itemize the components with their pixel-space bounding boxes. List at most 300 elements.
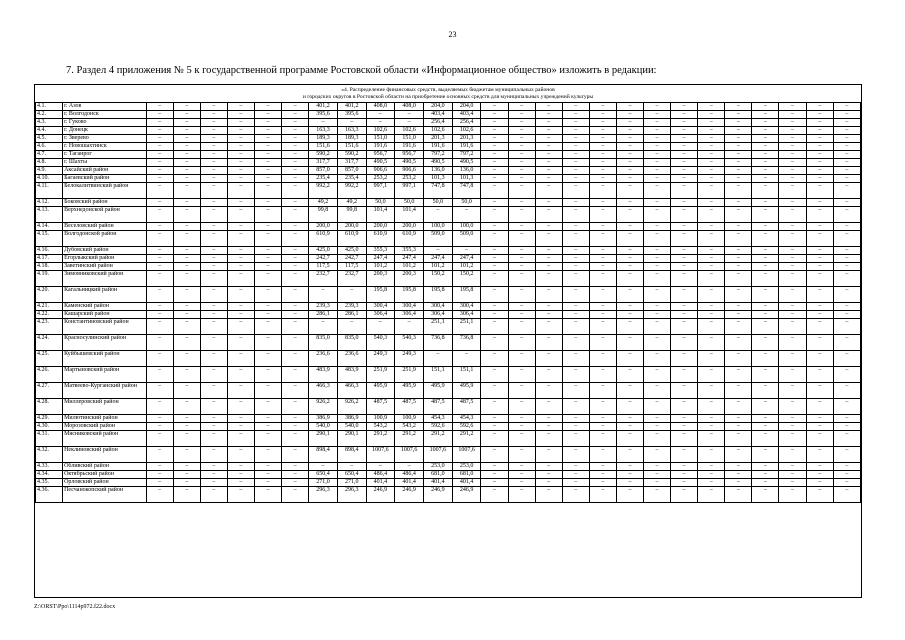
value-cell: – <box>146 135 173 143</box>
value-cell: – <box>282 263 309 271</box>
value-cell: – <box>424 351 453 367</box>
value-cell: – <box>200 351 227 367</box>
value-cell: – <box>752 175 779 183</box>
value-cell: – <box>254 183 281 199</box>
value-cell: – <box>644 167 671 175</box>
value-cell: – <box>254 223 281 231</box>
row-number: 4.33. <box>36 463 63 471</box>
value-cell: 100,0 <box>452 223 481 231</box>
value-cell: – <box>644 263 671 271</box>
value-cell: – <box>725 135 752 143</box>
value-cell: – <box>146 447 173 463</box>
value-cell: 926,2 <box>309 399 338 415</box>
value-cell: – <box>725 287 752 303</box>
value-cell: – <box>589 399 616 415</box>
value-cell: – <box>562 143 589 151</box>
municipality-name: Верхнедонской район <box>63 207 146 223</box>
value-cell: – <box>200 231 227 247</box>
value-cell: – <box>616 319 643 335</box>
value-cell: – <box>644 127 671 135</box>
value-cell: – <box>779 383 806 399</box>
value-cell: 151,0 <box>395 135 424 143</box>
value-cell: – <box>833 199 860 207</box>
value-cell: – <box>227 159 254 167</box>
value-cell: – <box>200 303 227 311</box>
value-cell: – <box>282 183 309 199</box>
row-number: 4.26. <box>36 367 63 383</box>
value-cell: – <box>173 447 200 463</box>
value-cell: – <box>752 311 779 319</box>
value-cell: – <box>562 127 589 135</box>
value-cell: – <box>806 175 833 183</box>
value-cell: – <box>698 479 725 487</box>
value-cell: 286,1 <box>309 311 338 319</box>
value-cell: – <box>200 399 227 415</box>
value-cell: – <box>173 303 200 311</box>
value-cell: 101,2 <box>395 263 424 271</box>
value-cell: – <box>562 247 589 255</box>
value-cell: – <box>589 151 616 159</box>
value-cell: 200,3 <box>366 271 395 287</box>
value-cell: – <box>146 151 173 159</box>
value-cell: – <box>752 399 779 415</box>
value-cell: – <box>481 231 508 247</box>
value-cell: – <box>200 143 227 151</box>
value-cell: – <box>200 103 227 111</box>
value-cell: – <box>254 207 281 223</box>
municipality-name: г. Гуково <box>63 119 146 127</box>
value-cell: – <box>752 271 779 287</box>
value-cell: – <box>698 471 725 479</box>
value-cell: 232,7 <box>309 271 338 287</box>
value-cell: – <box>146 479 173 487</box>
table-row <box>36 487 861 503</box>
value-cell: – <box>616 335 643 351</box>
value-cell: – <box>282 247 309 255</box>
value-cell: – <box>481 463 508 471</box>
value-cell: – <box>200 471 227 479</box>
value-cell: – <box>806 287 833 303</box>
value-cell: – <box>395 463 424 471</box>
value-cell: – <box>833 447 860 463</box>
value-cell: 997,1 <box>395 183 424 199</box>
value-cell: – <box>698 287 725 303</box>
value-cell: – <box>282 127 309 135</box>
value-cell: – <box>589 351 616 367</box>
value-cell: 49,2 <box>337 199 366 207</box>
value-cell: – <box>806 463 833 471</box>
value-cell: – <box>562 399 589 415</box>
municipality-name: Октябрьский район <box>63 471 146 479</box>
value-cell: – <box>752 367 779 383</box>
value-cell: – <box>644 151 671 159</box>
row-number: 4.15. <box>36 231 63 247</box>
value-cell: – <box>616 135 643 143</box>
value-cell: – <box>698 207 725 223</box>
value-cell: – <box>833 463 860 471</box>
value-cell: 747,8 <box>452 183 481 199</box>
value-cell: – <box>254 319 281 335</box>
value-cell: 857,0 <box>309 167 338 175</box>
value-cell: – <box>282 447 309 463</box>
value-cell: – <box>698 175 725 183</box>
row-number: 4.25. <box>36 351 63 367</box>
table-row <box>36 303 861 311</box>
value-cell: – <box>254 103 281 111</box>
value-cell: – <box>833 119 860 127</box>
value-cell: – <box>725 335 752 351</box>
value-cell: – <box>779 247 806 255</box>
value-cell: – <box>589 319 616 335</box>
value-cell: – <box>227 183 254 199</box>
value-cell: 747,8 <box>424 183 453 199</box>
value-cell: 195,8 <box>452 287 481 303</box>
value-cell: – <box>254 311 281 319</box>
value-cell: – <box>806 151 833 159</box>
value-cell: – <box>806 319 833 335</box>
value-cell: – <box>833 167 860 175</box>
value-cell: – <box>806 303 833 311</box>
value-cell: – <box>779 111 806 119</box>
value-cell: – <box>282 303 309 311</box>
value-cell: – <box>481 135 508 143</box>
value-cell: – <box>395 119 424 127</box>
value-cell: – <box>535 207 562 223</box>
value-cell: – <box>227 431 254 447</box>
value-cell: – <box>833 183 860 199</box>
value-cell: – <box>833 311 860 319</box>
value-cell: – <box>779 255 806 263</box>
value-cell: – <box>671 175 698 183</box>
value-cell: 401,4 <box>395 479 424 487</box>
value-cell: – <box>779 423 806 431</box>
row-number: 4.6. <box>36 143 63 151</box>
value-cell: – <box>535 175 562 183</box>
value-cell: – <box>535 271 562 287</box>
table-row <box>36 151 861 159</box>
value-cell: 271,0 <box>309 479 338 487</box>
value-cell: – <box>282 223 309 231</box>
value-cell: – <box>833 271 860 287</box>
value-cell: 487,5 <box>424 399 453 415</box>
value-cell: – <box>644 415 671 423</box>
value-cell: – <box>644 479 671 487</box>
row-number: 4.11. <box>36 183 63 199</box>
value-cell: 1007,6 <box>395 447 424 463</box>
value-cell: – <box>833 479 860 487</box>
value-cell: – <box>671 263 698 271</box>
value-cell: – <box>562 167 589 175</box>
value-cell: – <box>725 311 752 319</box>
value-cell: – <box>562 263 589 271</box>
value-cell: – <box>508 135 535 143</box>
value-cell: 487,5 <box>366 399 395 415</box>
value-cell: – <box>752 383 779 399</box>
value-cell: 650,4 <box>337 471 366 479</box>
table-row <box>36 199 861 207</box>
value-cell: 251,1 <box>424 319 453 335</box>
value-cell: – <box>671 159 698 167</box>
municipality-name: Неклиновский район <box>63 447 146 463</box>
value-cell: – <box>644 271 671 287</box>
value-cell: – <box>562 183 589 199</box>
value-cell: – <box>481 175 508 183</box>
value-cell: 251,1 <box>452 319 481 335</box>
value-cell: – <box>282 207 309 223</box>
row-number: 4.14. <box>36 223 63 231</box>
value-cell: – <box>806 311 833 319</box>
value-cell: – <box>833 255 860 263</box>
value-cell: 906,6 <box>395 167 424 175</box>
value-cell: – <box>173 287 200 303</box>
value-cell: – <box>806 431 833 447</box>
value-cell: – <box>589 271 616 287</box>
value-cell: 236,6 <box>337 351 366 367</box>
value-cell: – <box>508 463 535 471</box>
value-cell: – <box>752 231 779 247</box>
value-cell: – <box>282 423 309 431</box>
value-cell: – <box>806 367 833 383</box>
value-cell: – <box>173 479 200 487</box>
value-cell: – <box>508 111 535 119</box>
value-cell: – <box>282 479 309 487</box>
table-row <box>36 103 861 111</box>
page-number: 23 <box>448 30 457 39</box>
value-cell: – <box>806 487 833 503</box>
value-cell: – <box>698 255 725 263</box>
value-cell: 898,4 <box>309 447 338 463</box>
value-cell: – <box>146 255 173 263</box>
value-cell: 835,0 <box>309 335 338 351</box>
value-cell: – <box>725 223 752 231</box>
value-cell: – <box>254 231 281 247</box>
value-cell: – <box>589 487 616 503</box>
value-cell: – <box>535 135 562 143</box>
value-cell: – <box>562 159 589 167</box>
value-cell: 151,6 <box>337 143 366 151</box>
value-cell: – <box>146 119 173 127</box>
value-cell: 150,2 <box>424 271 453 287</box>
value-cell: – <box>146 463 173 471</box>
value-cell: 239,3 <box>337 303 366 311</box>
value-cell: – <box>173 167 200 175</box>
value-cell: – <box>833 135 860 143</box>
value-cell: – <box>752 255 779 263</box>
value-cell: 200,0 <box>395 223 424 231</box>
value-cell: 543,2 <box>366 423 395 431</box>
row-number: 4.21. <box>36 303 63 311</box>
value-cell: – <box>282 103 309 111</box>
value-cell: – <box>146 383 173 399</box>
value-cell: 247,4 <box>395 255 424 263</box>
value-cell: – <box>752 351 779 367</box>
value-cell: – <box>508 351 535 367</box>
value-cell: – <box>481 127 508 135</box>
value-cell: – <box>562 367 589 383</box>
value-cell: 490,5 <box>452 159 481 167</box>
value-cell: – <box>616 231 643 247</box>
value-cell: – <box>671 351 698 367</box>
value-cell: – <box>508 367 535 383</box>
value-cell: – <box>779 311 806 319</box>
value-cell: – <box>833 487 860 503</box>
value-cell: – <box>535 399 562 415</box>
value-cell: – <box>752 319 779 335</box>
value-cell: – <box>282 431 309 447</box>
value-cell: – <box>173 351 200 367</box>
value-cell: – <box>227 247 254 255</box>
value-cell: – <box>616 111 643 119</box>
value-cell: 102,6 <box>424 127 453 135</box>
value-cell: – <box>725 303 752 311</box>
value-cell: – <box>725 183 752 199</box>
value-cell: 251,9 <box>366 367 395 383</box>
value-cell: 200,0 <box>337 223 366 231</box>
value-cell: 898,4 <box>337 447 366 463</box>
value-cell: – <box>806 255 833 263</box>
value-cell: – <box>671 463 698 471</box>
value-cell: – <box>200 183 227 199</box>
value-cell: – <box>752 431 779 447</box>
value-cell: – <box>535 463 562 471</box>
value-cell: – <box>254 151 281 159</box>
value-cell: – <box>173 247 200 255</box>
value-cell: – <box>535 335 562 351</box>
value-cell: 204,0 <box>452 103 481 111</box>
value-cell: – <box>644 447 671 463</box>
value-cell: – <box>644 231 671 247</box>
value-cell: – <box>616 423 643 431</box>
value-cell: – <box>173 271 200 287</box>
value-cell: – <box>698 367 725 383</box>
value-cell: – <box>395 319 424 335</box>
value-cell: – <box>671 199 698 207</box>
value-cell: – <box>752 167 779 175</box>
value-cell: – <box>698 151 725 159</box>
value-cell: 486,4 <box>366 471 395 479</box>
value-cell: 189,3 <box>309 135 338 143</box>
value-cell: – <box>535 223 562 231</box>
value-cell: – <box>508 335 535 351</box>
value-cell: – <box>227 415 254 423</box>
value-cell: – <box>779 471 806 479</box>
value-cell: 590,2 <box>309 151 338 159</box>
value-cell: – <box>173 127 200 135</box>
value-cell: – <box>562 255 589 263</box>
value-cell: – <box>481 271 508 287</box>
value-cell: 403,4 <box>424 111 453 119</box>
value-cell: – <box>779 143 806 151</box>
value-cell: – <box>481 447 508 463</box>
value-cell: – <box>589 199 616 207</box>
value-cell: – <box>535 247 562 255</box>
value-cell: – <box>833 143 860 151</box>
municipality-name: Матвеево-Курганский район <box>63 383 146 399</box>
value-cell: – <box>698 199 725 207</box>
value-cell: – <box>644 383 671 399</box>
value-cell: – <box>589 127 616 135</box>
value-cell: – <box>508 175 535 183</box>
value-cell: – <box>698 167 725 175</box>
value-cell: 992,2 <box>309 183 338 199</box>
value-cell: – <box>779 319 806 335</box>
value-cell: – <box>779 207 806 223</box>
value-cell: – <box>562 223 589 231</box>
municipality-name: Орловский район <box>63 479 146 487</box>
value-cell: – <box>616 447 643 463</box>
value-cell: – <box>535 143 562 151</box>
table-row <box>36 447 861 463</box>
value-cell: – <box>752 207 779 223</box>
value-cell: – <box>535 287 562 303</box>
value-cell: – <box>227 223 254 231</box>
value-cell: – <box>146 271 173 287</box>
value-cell: – <box>616 263 643 271</box>
value-cell: – <box>535 487 562 503</box>
value-cell: 271,0 <box>337 479 366 487</box>
value-cell: – <box>282 471 309 479</box>
value-cell: – <box>395 111 424 119</box>
value-cell: 483,9 <box>309 367 338 383</box>
value-cell: – <box>173 159 200 167</box>
value-cell: – <box>282 271 309 287</box>
value-cell: 495,9 <box>424 383 453 399</box>
table-row <box>36 335 861 351</box>
value-cell: – <box>698 127 725 135</box>
value-cell: – <box>481 287 508 303</box>
value-cell: – <box>146 103 173 111</box>
value-cell: – <box>254 335 281 351</box>
value-cell: – <box>779 151 806 159</box>
value-cell: – <box>535 167 562 175</box>
value-cell: – <box>589 159 616 167</box>
value-cell: – <box>200 383 227 399</box>
value-cell: – <box>833 127 860 135</box>
municipality-name: Кашарский район <box>63 311 146 319</box>
value-cell: – <box>833 287 860 303</box>
value-cell: – <box>725 167 752 175</box>
value-cell: – <box>616 255 643 263</box>
value-cell: – <box>227 103 254 111</box>
value-cell: – <box>508 319 535 335</box>
value-cell: – <box>698 111 725 119</box>
value-cell: – <box>337 319 366 335</box>
value-cell: – <box>779 135 806 143</box>
value-cell: – <box>725 263 752 271</box>
value-cell: 490,5 <box>395 159 424 167</box>
value-cell: – <box>833 159 860 167</box>
value-cell: – <box>589 415 616 423</box>
value-cell: – <box>725 143 752 151</box>
row-number: 4.5. <box>36 135 63 143</box>
value-cell: – <box>806 143 833 151</box>
table-row <box>36 167 861 175</box>
value-cell: – <box>644 175 671 183</box>
row-number: 4.1. <box>36 103 63 111</box>
municipality-name: Мартыновский район <box>63 367 146 383</box>
value-cell: – <box>698 431 725 447</box>
value-cell: – <box>562 119 589 127</box>
value-cell: – <box>833 223 860 231</box>
value-cell: – <box>227 111 254 119</box>
value-cell: – <box>589 311 616 319</box>
value-cell: 246,9 <box>452 487 481 503</box>
value-cell: – <box>616 183 643 199</box>
value-cell: – <box>806 271 833 287</box>
municipality-name: Морозовский район <box>63 423 146 431</box>
value-cell: – <box>173 263 200 271</box>
value-cell: – <box>806 223 833 231</box>
